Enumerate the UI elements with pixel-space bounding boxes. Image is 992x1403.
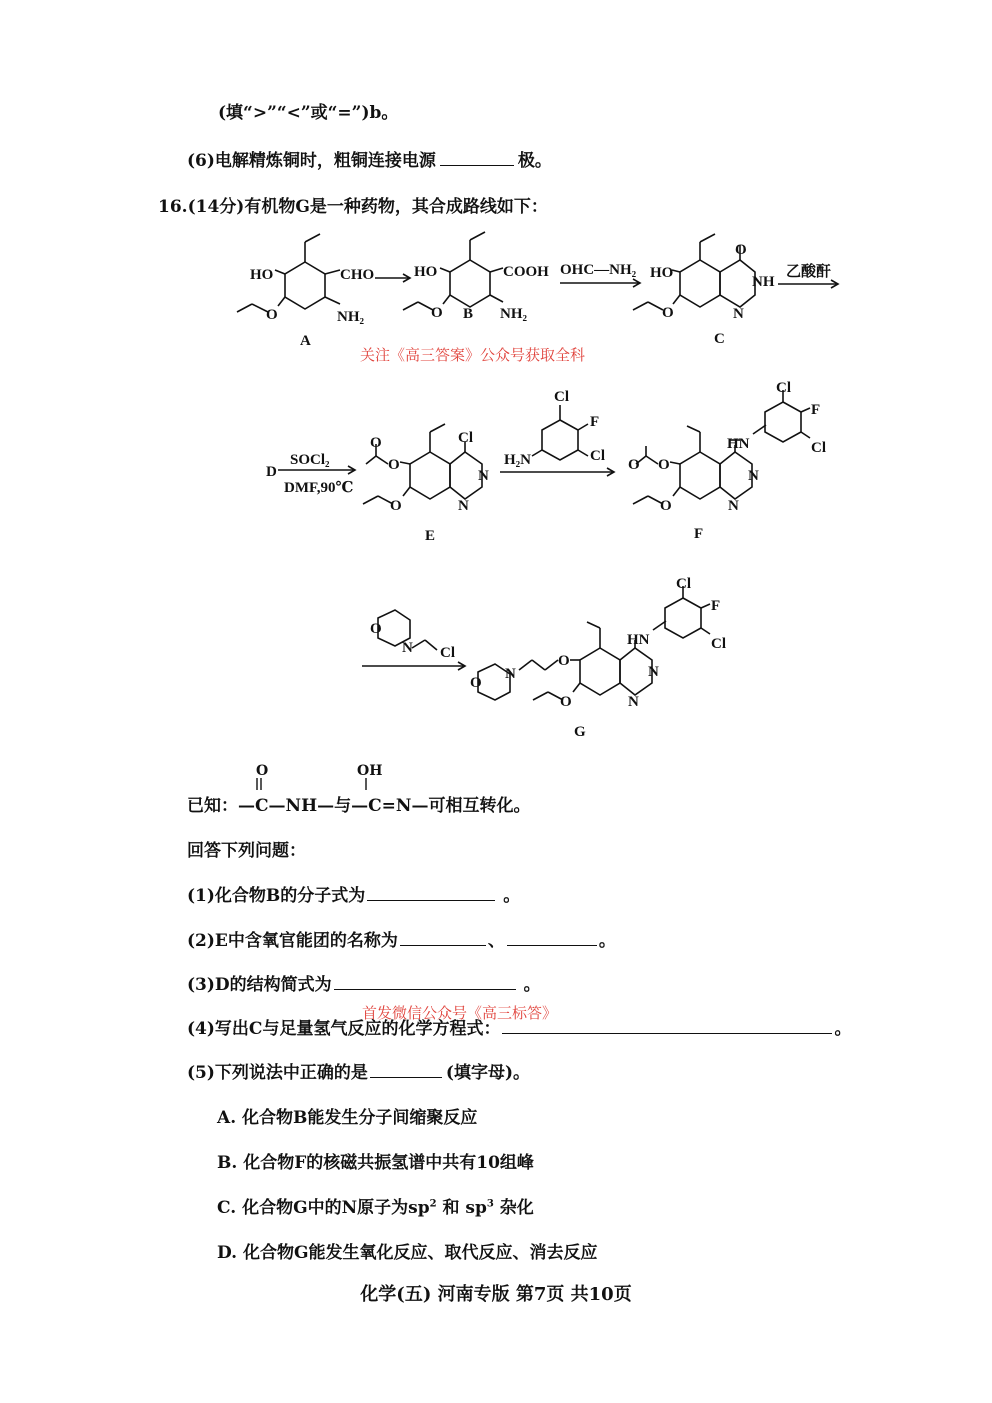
b-cooh: COOH bbox=[503, 264, 549, 280]
reagent-acetic-anhydride: 乙酸酐 bbox=[786, 264, 832, 280]
q4-prefix: (4)写出C与足量氢气反应的化学方程式： bbox=[187, 1019, 501, 1039]
a-o: O bbox=[266, 307, 278, 323]
g-n1: N bbox=[648, 664, 659, 680]
label-e: E bbox=[425, 528, 436, 544]
answer-blank[interactable] bbox=[370, 1063, 442, 1078]
option-c bbox=[217, 1193, 534, 1218]
q2-prefix: (2)E中含氧官能团的名称为 bbox=[187, 931, 398, 951]
reagent-socl2: SOCl₂ bbox=[290, 452, 330, 468]
answer-blank[interactable] bbox=[334, 975, 516, 990]
known-o-above: O bbox=[256, 763, 269, 779]
f-n1: N bbox=[748, 468, 759, 484]
question-2 bbox=[187, 926, 616, 951]
q3-prefix: (3)D的结构简式为 bbox=[187, 975, 332, 995]
answer-blank[interactable] bbox=[440, 151, 514, 166]
g-n2: N bbox=[628, 694, 639, 710]
q1-prefix: (1)化合物B的分子式为 bbox=[187, 886, 366, 906]
f-o2: O bbox=[628, 457, 640, 473]
option-c-pre: C. 化合物G中的N原子为sp bbox=[217, 1198, 430, 1218]
option-a: A. 化合物B能发生分子间缩聚反应 bbox=[217, 1108, 478, 1128]
aniline-cl2: Cl bbox=[590, 448, 605, 464]
c-o-ether: O bbox=[662, 305, 674, 321]
q15-line6-suffix: 极。 bbox=[517, 151, 552, 171]
q3-suffix: 。 bbox=[523, 975, 541, 995]
watermark-1: 关注《高三答案》公众号获取全科 bbox=[360, 346, 586, 364]
a-ho: HO bbox=[250, 267, 274, 283]
g-morph-o: O bbox=[470, 675, 482, 691]
known-frag-imidic: —C=N— bbox=[351, 796, 429, 816]
reagent-aniline-structure bbox=[532, 405, 588, 460]
known-prefix: 已知： bbox=[187, 796, 238, 816]
g-o1: O bbox=[558, 653, 570, 669]
known-suffix: 可相互转化。 bbox=[428, 796, 531, 816]
e-o2: O bbox=[370, 435, 382, 451]
q1-suffix: 。 bbox=[503, 886, 521, 906]
q5-prefix: (5)下列说法中正确的是 bbox=[187, 1063, 368, 1083]
answer-blank[interactable] bbox=[400, 931, 486, 946]
label-b: B bbox=[463, 306, 474, 322]
aniline-f: F bbox=[590, 414, 600, 430]
answer-intro: 回答下列问题： bbox=[187, 841, 306, 861]
g-o2: O bbox=[560, 694, 572, 710]
b-o: O bbox=[431, 305, 443, 321]
page-footer: 化学(五) 河南专版 第7页 共10页 bbox=[360, 1284, 632, 1305]
f-n2: N bbox=[728, 498, 739, 514]
c-nh: NH bbox=[752, 274, 775, 290]
e-n1: N bbox=[478, 468, 489, 484]
option-c-post: 杂化 bbox=[493, 1198, 534, 1218]
q16-header: 16.(14分)有机物G是一种药物，其合成路线如下： bbox=[158, 197, 548, 217]
q5-suffix: (填字母)。 bbox=[445, 1063, 531, 1083]
question-5 bbox=[187, 1058, 530, 1083]
q15-line5: (填“>”“<”或“=”)b。 bbox=[218, 103, 399, 123]
label-c: C bbox=[714, 331, 725, 347]
q4-suffix: 。 bbox=[834, 1019, 852, 1039]
morph-n: N bbox=[402, 640, 413, 656]
f-cl2: Cl bbox=[811, 440, 826, 456]
known-statement bbox=[187, 791, 530, 816]
label-g: G bbox=[574, 724, 586, 740]
g-morph-n: N bbox=[505, 666, 516, 682]
aniline-cl1: Cl bbox=[554, 389, 569, 405]
question-3 bbox=[187, 970, 541, 995]
option-d: D. 化合物G能发生氧化反应、取代反应、消去反应 bbox=[217, 1243, 598, 1263]
known-oh-above: OH bbox=[357, 763, 383, 779]
f-f: F bbox=[811, 402, 821, 418]
g-cl1: Cl bbox=[676, 576, 691, 592]
f-hn: HN bbox=[727, 436, 750, 452]
g-cl2: Cl bbox=[711, 636, 726, 652]
aniline-h2n: H₂N bbox=[504, 452, 531, 468]
morph-cl: Cl bbox=[440, 645, 455, 661]
option-b: B. 化合物F的核磁共振氢谱中共有10组峰 bbox=[217, 1153, 534, 1173]
known-mid: 与 bbox=[334, 796, 352, 816]
b-ho: HO bbox=[414, 264, 438, 280]
option-c-sup1: 2 bbox=[429, 1198, 437, 1210]
known-frag-amide: —C—NH— bbox=[238, 796, 335, 816]
reagent-formamide: OHC—NH₂ bbox=[560, 262, 637, 278]
q15-line6-prefix: (6)电解精炼铜时，粗铜连接电源 bbox=[187, 151, 436, 171]
c-ho: HO bbox=[650, 265, 674, 281]
watermark-2: 首发微信公众号《高三标答》 bbox=[362, 1004, 558, 1022]
option-c-mid: 和 sp bbox=[436, 1198, 487, 1218]
e-cl: Cl bbox=[458, 430, 473, 446]
a-nh2: NH₂ bbox=[337, 309, 364, 325]
g-f: F bbox=[711, 598, 721, 614]
answer-blank[interactable] bbox=[367, 886, 495, 901]
compound-g-structure bbox=[478, 586, 710, 700]
question-1 bbox=[187, 881, 520, 906]
label-d: D bbox=[266, 464, 277, 480]
compound-f-structure bbox=[633, 390, 810, 504]
g-hn: HN bbox=[627, 632, 650, 648]
e-o3: O bbox=[390, 498, 402, 514]
q2-suffix: 。 bbox=[598, 931, 616, 951]
a-cho: CHO bbox=[340, 267, 375, 283]
morph-o: O bbox=[370, 621, 382, 637]
b-nh2: NH₂ bbox=[500, 306, 527, 322]
q15-line6 bbox=[187, 146, 552, 171]
e-n2: N bbox=[458, 498, 469, 514]
f-o1: O bbox=[658, 457, 670, 473]
q2-mid: 、 bbox=[487, 931, 505, 951]
reagent-dmf: DMF,90℃ bbox=[284, 480, 354, 496]
f-o3: O bbox=[660, 498, 672, 514]
option-c-sup2: 3 bbox=[486, 1198, 494, 1210]
synthesis-scheme bbox=[0, 220, 992, 780]
f-cl1: Cl bbox=[776, 380, 791, 396]
answer-blank[interactable] bbox=[507, 931, 597, 946]
e-o1: O bbox=[388, 457, 400, 473]
c-o: O bbox=[735, 242, 747, 258]
label-f: F bbox=[694, 526, 704, 542]
label-a: A bbox=[300, 333, 311, 349]
c-n: N bbox=[733, 306, 744, 322]
